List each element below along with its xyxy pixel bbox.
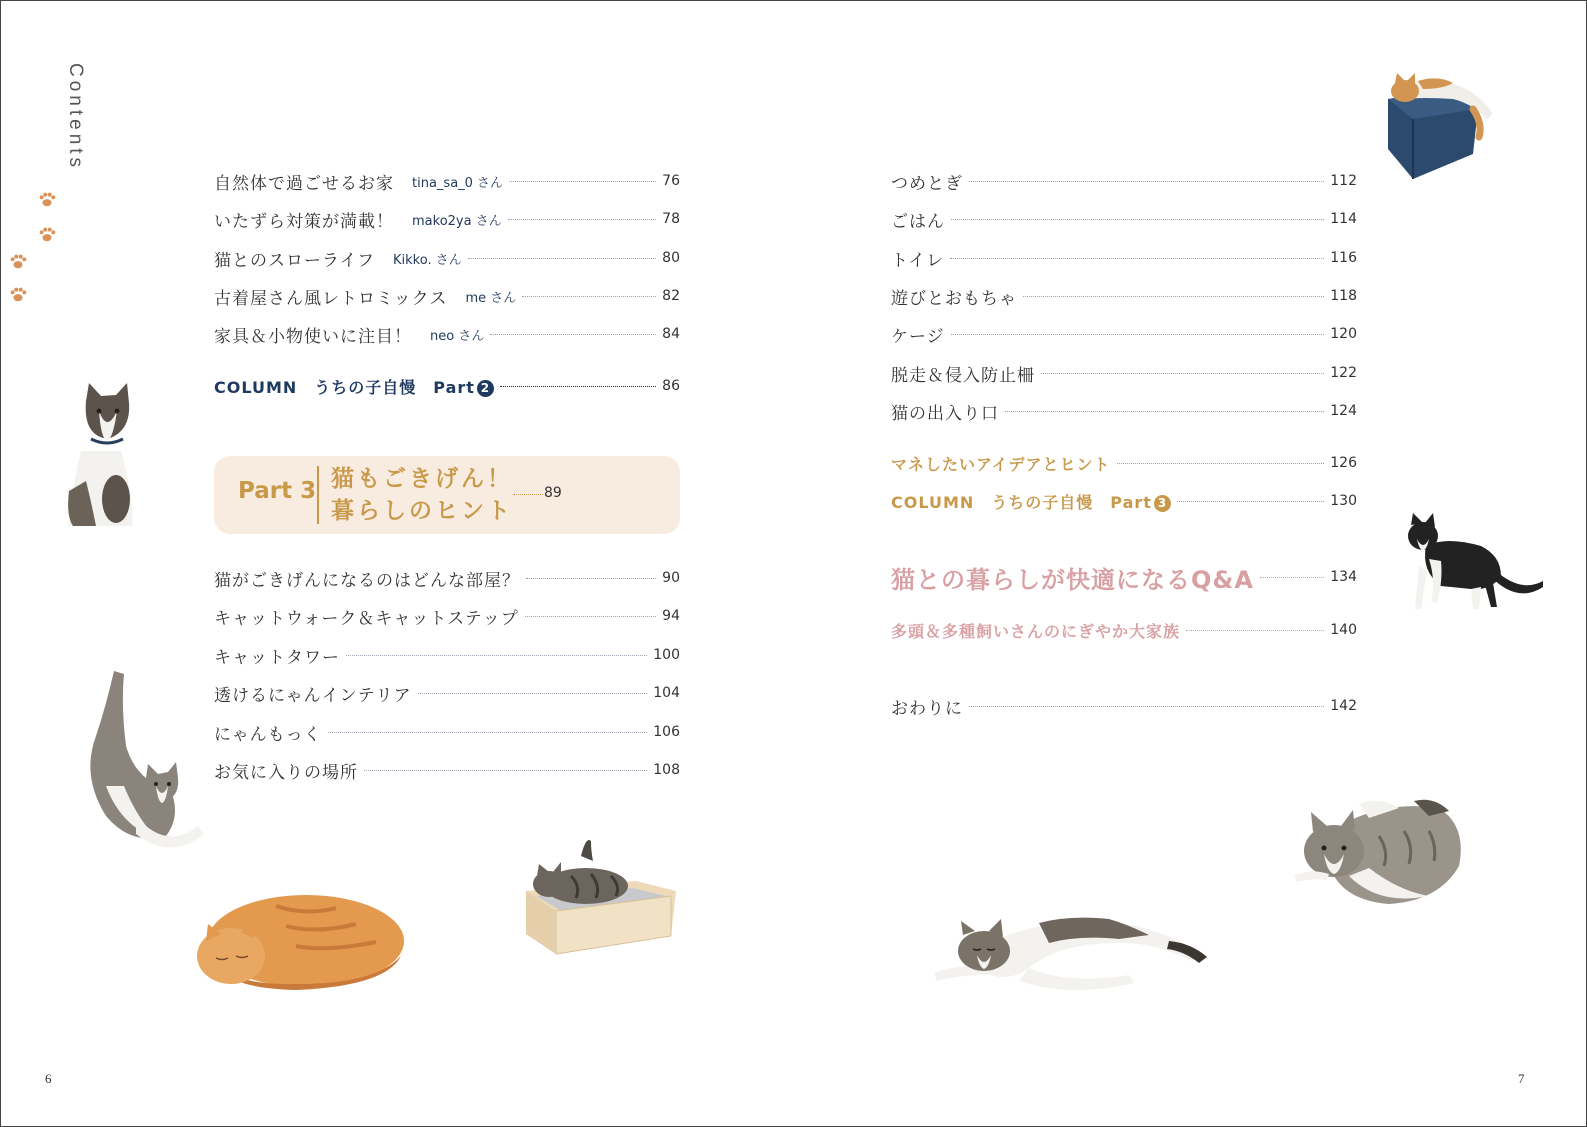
entry-title: つめとぎ bbox=[891, 173, 963, 194]
lying-tabby-cat-photo bbox=[1289, 796, 1467, 911]
entry-page: 80 bbox=[662, 250, 680, 266]
leader-dots bbox=[525, 616, 656, 617]
leader-dots bbox=[490, 334, 656, 335]
sleeping-orange-cat-photo bbox=[186, 886, 406, 991]
toc-ideas-entry[interactable] bbox=[891, 448, 1357, 478]
entry-page: 114 bbox=[1330, 211, 1357, 227]
entry-page: 134 bbox=[1330, 569, 1357, 585]
toc-entry[interactable] bbox=[891, 358, 1357, 388]
entry-page: 140 bbox=[1330, 622, 1357, 638]
paw-print-icon bbox=[38, 191, 56, 209]
leader-dots bbox=[969, 706, 1324, 707]
entry-title: 猫の出入り口 bbox=[891, 403, 999, 424]
entry-page: 124 bbox=[1330, 403, 1357, 419]
toc-entry[interactable] bbox=[891, 166, 1357, 196]
entry-page: 78 bbox=[662, 211, 680, 227]
entry-title: キャットウォーク＆キャットステップ bbox=[214, 608, 519, 629]
entry-author: mako2ya さん bbox=[412, 213, 502, 229]
toc-entry[interactable] bbox=[891, 319, 1357, 349]
toc-entry[interactable] bbox=[214, 563, 680, 593]
entry-title: 遊びとおもちゃ bbox=[891, 288, 1017, 309]
entry-author: tina_sa_0 さん bbox=[412, 175, 504, 191]
entry-title: マネしたいアイデアとヒント bbox=[891, 454, 1111, 474]
entry-title: 猫との暮らしが快適になるQ&A bbox=[891, 565, 1254, 594]
leader-dots bbox=[526, 578, 656, 579]
leader-dots bbox=[1005, 411, 1324, 412]
leader-dots bbox=[950, 258, 1324, 259]
entry-title: 古着屋さん風レトロミックス bbox=[214, 288, 448, 309]
toc-entry[interactable] bbox=[214, 204, 680, 234]
entry-author: neo さん bbox=[430, 328, 485, 344]
entry-title: トイレ bbox=[891, 250, 945, 271]
part3-banner[interactable] bbox=[214, 456, 680, 534]
part-number-badge: 2 bbox=[477, 380, 494, 397]
entry-title: 猫とのスローライフ bbox=[214, 250, 375, 271]
part-title bbox=[331, 463, 513, 527]
entry-title: キャットタワー bbox=[214, 647, 340, 668]
toc-qa-entry[interactable] bbox=[891, 559, 1357, 595]
leader-dots bbox=[508, 219, 656, 220]
entry-page: 104 bbox=[653, 685, 680, 701]
leader-dots bbox=[346, 655, 647, 656]
entry-page: 112 bbox=[1330, 173, 1357, 189]
entry-title: 多頭＆多種飼いさんのにぎやか大家族 bbox=[891, 621, 1181, 641]
entry-page: 108 bbox=[653, 762, 680, 778]
entry-page: 130 bbox=[1330, 493, 1357, 509]
page-number-left: 6 bbox=[45, 1071, 52, 1086]
toc-entry[interactable] bbox=[214, 755, 680, 785]
leader-dots bbox=[1117, 463, 1325, 464]
entry-page: 106 bbox=[653, 724, 680, 740]
entry-page: 76 bbox=[662, 173, 680, 189]
toc-entry[interactable] bbox=[214, 243, 680, 273]
toc-multi-entry[interactable] bbox=[891, 615, 1357, 645]
leader-dots bbox=[1041, 373, 1324, 374]
toc-entry[interactable] bbox=[891, 691, 1357, 721]
entry-title: にゃんもっく bbox=[214, 724, 322, 745]
entry-title: お気に入りの場所 bbox=[214, 762, 358, 783]
part-number-badge: 3 bbox=[1154, 495, 1171, 512]
leader-dots bbox=[1260, 577, 1324, 578]
entry-title: いたずら対策が満載！ bbox=[214, 211, 394, 232]
entry-author: Kikko. さん bbox=[392, 252, 462, 268]
leader-dots bbox=[951, 219, 1324, 220]
paw-print-icon bbox=[9, 253, 27, 271]
toc-column-entry[interactable] bbox=[891, 486, 1357, 516]
black-white-walking-cat-photo bbox=[1401, 511, 1546, 616]
leader-dots bbox=[1177, 501, 1324, 502]
toc-entry[interactable] bbox=[214, 678, 680, 708]
toc-entry[interactable] bbox=[891, 281, 1357, 311]
leader-dots bbox=[1023, 296, 1324, 297]
entry-page: 126 bbox=[1330, 455, 1357, 471]
entry-page: 90 bbox=[662, 570, 680, 586]
entry-page: 122 bbox=[1330, 365, 1357, 381]
entry-page: 84 bbox=[662, 326, 680, 342]
toc-entry[interactable] bbox=[214, 281, 680, 311]
entry-title: ケージ bbox=[891, 326, 945, 347]
entry-title: 脱走＆侵入防止柵 bbox=[891, 365, 1035, 386]
entry-page: 86 bbox=[662, 378, 680, 394]
part-label: Part 3 bbox=[238, 478, 317, 504]
leader-dots bbox=[500, 386, 656, 387]
leader-dots bbox=[1186, 630, 1324, 631]
entry-page: 142 bbox=[1330, 698, 1357, 714]
entry-title: 猫がごきげんになるのはどんな部屋？ bbox=[214, 570, 520, 591]
toc-entry[interactable] bbox=[891, 396, 1357, 426]
leader-dots bbox=[513, 494, 543, 495]
sitting-cat-photo bbox=[61, 381, 141, 531]
toc-entry[interactable] bbox=[214, 319, 680, 349]
entry-page: 82 bbox=[662, 288, 680, 304]
entry-page: 118 bbox=[1330, 288, 1357, 304]
part-title-line1: 猫もごきげん！ bbox=[331, 466, 513, 492]
contents-title: Contents bbox=[65, 63, 86, 172]
leader-dots bbox=[468, 258, 656, 259]
toc-entry[interactable] bbox=[891, 243, 1357, 273]
entry-page: 94 bbox=[662, 608, 680, 624]
entry-title: 透けるにゃんインテリア bbox=[214, 685, 412, 706]
cat-on-ottoman-photo bbox=[1383, 69, 1503, 184]
paw-print-icon bbox=[38, 226, 56, 244]
leader-dots bbox=[509, 181, 656, 182]
leader-dots bbox=[951, 334, 1325, 335]
toc-entry[interactable] bbox=[214, 166, 680, 196]
divider bbox=[317, 466, 319, 524]
paw-print-icon bbox=[9, 286, 27, 304]
leader-dots bbox=[522, 296, 656, 297]
entry-title: おわりに bbox=[891, 698, 963, 719]
leader-dots bbox=[418, 693, 648, 694]
toc-entry[interactable] bbox=[214, 640, 680, 670]
toc-entry[interactable] bbox=[891, 204, 1357, 234]
entry-title bbox=[891, 490, 1171, 513]
entry-title: 自然体で過ごせるお家 bbox=[214, 173, 394, 194]
cat-in-wooden-box-photo bbox=[521, 836, 681, 961]
entry-title bbox=[214, 375, 494, 398]
sleeping-stretched-cat-photo bbox=[929, 913, 1211, 998]
entry-page: 100 bbox=[653, 647, 680, 663]
column-title: COLUMN うちの子自慢 Part bbox=[214, 377, 475, 397]
entry-author: me さん bbox=[465, 290, 517, 306]
part-title-line2: 暮らしのヒント bbox=[331, 498, 513, 524]
entry-page: 120 bbox=[1330, 326, 1357, 342]
page-number-right: 7 bbox=[1518, 1071, 1525, 1086]
leader-dots bbox=[364, 770, 647, 771]
column-title: COLUMN うちの子自慢 Part bbox=[891, 492, 1152, 512]
stretching-cat-photo bbox=[76, 666, 211, 861]
leader-dots bbox=[969, 181, 1324, 182]
part-page: 89 bbox=[544, 485, 562, 501]
entry-title: ごはん bbox=[891, 211, 945, 232]
entry-title: 家具＆小物使いに注目！ bbox=[214, 326, 412, 347]
toc-entry[interactable] bbox=[214, 601, 680, 631]
toc-column-entry[interactable] bbox=[214, 371, 680, 401]
entry-page: 116 bbox=[1330, 250, 1357, 266]
leader-dots bbox=[328, 732, 648, 733]
toc-entry[interactable] bbox=[214, 717, 680, 747]
